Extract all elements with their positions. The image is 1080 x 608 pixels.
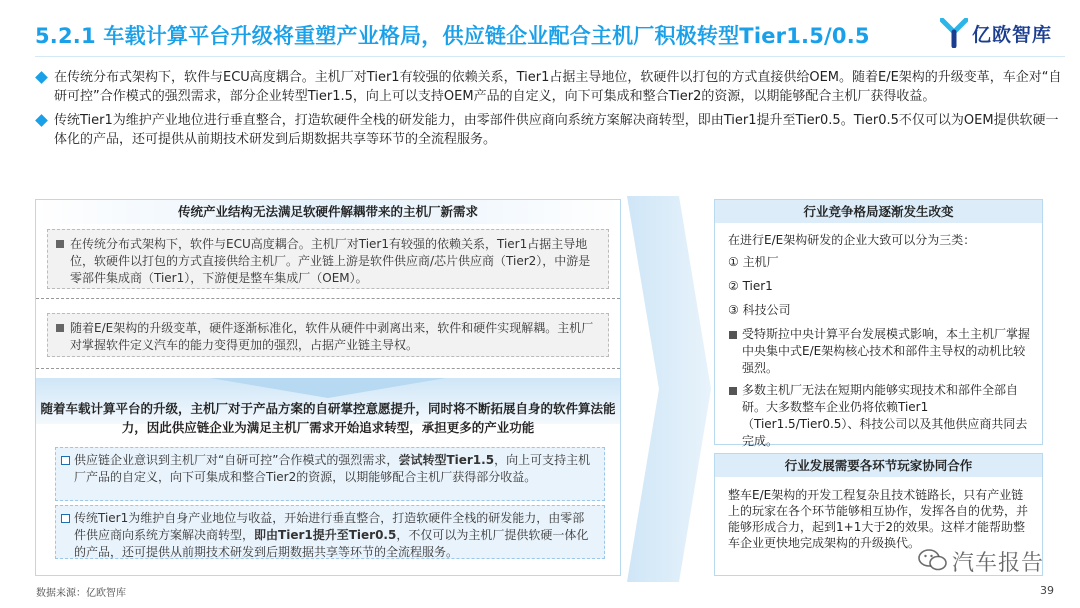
dashed-divider [36, 368, 620, 369]
hollow-square-bullet-icon [61, 456, 70, 465]
right-panel-bottom-text: 整车E/E架构的开发工程复杂且技术链路长，只有产业链上的玩家在各个环节能够相互协作，发挥各自的优势，并能够形成合力，起到1+1大于2的效果。这样才能帮助整车企业更快地完成架构的升级换代。 [728, 488, 1029, 550]
diamond-bullet-icon [35, 71, 48, 84]
categories-intro: 在进行E/E架构研发的企业大致可以分为三类： [728, 233, 976, 247]
diamond-bullet-icon [35, 114, 48, 127]
title-divider [35, 56, 1065, 57]
hollow-square-bullet-icon [61, 514, 70, 523]
tier15-text-a: 供应链企业意识到主机厂对“自研可控”合作模式的强烈需求， [74, 453, 399, 467]
square-bullet-text: 多数主机厂无法在短期内能够实现技术和部件全部自研。大多数整车企业仍将依赖Tier1（Tier1.5/Tier0.5）、科技公司以及其他供应商共同去完成。 [742, 383, 1028, 448]
tier05-text-a: 传统Tier1为维护自身产业地位与收益，开始进行垂直整合，打造软硬件全栈的研发能力，由零部件供应商向系统方案解决商转型， [74, 511, 585, 542]
logo-text: 亿欧智库 [972, 24, 1053, 46]
data-source: 数据来源：亿欧智库 [36, 588, 126, 599]
square-bullet-icon [729, 387, 737, 395]
tier15-box [55, 447, 605, 501]
category-item: ③ 科技公司 [728, 303, 791, 317]
page-title: 5.2.1 车载计算平台升级将重塑产业格局，供应链企业配合主机厂积极转型Tier1.5/0.5 [35, 24, 870, 48]
gray-box-2-text: 随着E/E架构的升级变革，硬件逐渐标准化，软件从硬件中剥离出来，软件和硬件实现解耦。主机厂对掌握软件定义汽车的能力变得更加的强烈，占据产业链主导权。 [70, 321, 594, 352]
right-panel-top-header: 行业竞争格局逐渐发生改变 [715, 200, 1042, 223]
left-panel-header: 传统产业结构无法满足软硬件解耦带来的主机厂新需求 [36, 200, 620, 224]
conclusion-text: 随着车载计算平台的升级，主机厂对于产品方案的自研掌控意愿提升，同时将不断拓展自身的软件算法能力，因此供应链企业为满足主机厂需求开始追求转型，承担更多的产业功能 [40, 401, 616, 435]
tier15-text-c: ，向上可支持主机厂产品的自定义，向下可集成和整合Tier2的资源，以期能够配合主机厂获得部分收益。 [74, 453, 591, 484]
tier05-highlight: 即由Tier1提升至Tier0.5 [254, 528, 397, 542]
tier15-highlight: 尝试转型Tier1.5 [398, 453, 495, 467]
page-number: 39 [1040, 584, 1054, 597]
category-item: ② Tier1 [728, 279, 773, 293]
tier05-box [55, 505, 605, 559]
right-panel-top-content [728, 232, 1033, 455]
category-item: ① 主机厂 [728, 255, 779, 269]
square-bullet-icon [56, 324, 64, 332]
dashed-divider [36, 298, 620, 299]
gray-box-2 [47, 313, 609, 357]
gray-box-1 [47, 229, 609, 289]
intro-bullet-text: 传统Tier1为维护产业地位进行垂直整合，打造软硬件全栈的研发能力，由零部件供应商向系统方案解决商转型，即由Tier1提升至Tier0.5。Tier0.5不仅可以为OEM提供软硬一体化的产品，还可提供从前期技术研发到后期数据共享等环节的全流程服务。 [54, 113, 1059, 147]
wechat-icon [918, 548, 948, 572]
watermark-text: 汽车报告 [952, 551, 1045, 576]
watermark [918, 540, 1078, 580]
square-bullet-item [728, 326, 1033, 377]
right-panel-bottom-header: 行业发展需要各环节玩家协同合作 [715, 454, 1042, 477]
square-bullet-icon [729, 331, 737, 339]
intro-bullets [36, 68, 1064, 154]
square-bullet-item [728, 382, 1033, 450]
tier05-text-c: ，不仅可以为主机厂提供软硬一体化的产品，还可提供从前期技术研发到后期数据共享等环节的全流程服务。 [74, 528, 589, 559]
logo [932, 16, 1062, 48]
intro-bullet [36, 111, 1064, 149]
transition-arrow-icon [627, 196, 711, 582]
gray-box-1-text: 在传统分布式架构下，软件与ECU高度耦合。主机厂对Tier1有较强的依赖关系，Tier1占据主导地位，软硬件以打包的方式直接供给主机厂。产业链上游是软件供应商/芯片供应商（Tier2），中游是零部件集成商（Tier1），下游便是整车集成厂（OEM）。 [70, 237, 591, 285]
intro-bullet-text: 在传统分布式架构下，软件与ECU高度耦合。主机厂对Tier1有较强的依赖关系，Tier1占据主导地位，软硬件以打包的方式直接供给OEM。随着E/E架构的升级变革，车企对“自研可控”合作模式的强烈需求，部分企业转型Tier1.5，向上可以支持OEM产品的自定义，向下可集成和整合Tier2的资源，以期能够配合主机厂获得收益。 [54, 70, 1062, 104]
logo-mark-icon [940, 18, 968, 48]
square-bullet-icon [56, 240, 64, 248]
down-arrow-shape [210, 378, 446, 398]
intro-bullet [36, 68, 1064, 106]
square-bullet-text: 受特斯拉中央计算平台发展模式影响，本土主机厂掌握中央集中式E/E架构核心技术和部件主导权的动机比较强烈。 [742, 327, 1031, 375]
